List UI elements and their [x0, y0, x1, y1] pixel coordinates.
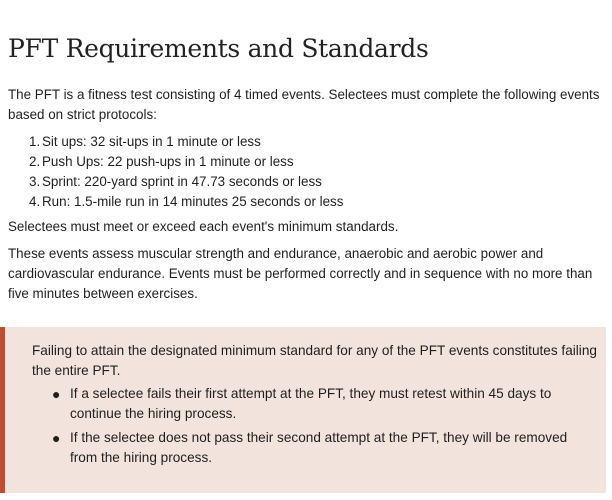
list-number: 4.	[29, 194, 41, 209]
event-run: Run: 1.5-mile run in 14 minutes 25 seconds or less	[42, 194, 344, 209]
list-number: 3.	[29, 174, 41, 189]
intro-paragraph: The PFT is a fitness test consisting of 4 timed events. Selectees must complete the following events based on strict protocols:	[8, 87, 600, 122]
event-sprint: Sprint: 220-yard sprint in 47.73 seconds or less	[42, 174, 322, 189]
callout-bullet-list	[52, 384, 598, 468]
event-push-ups: Push Ups: 22 push-ups in 1 minute or less	[42, 154, 294, 169]
assessment-paragraph: These events assess muscular strength and endurance, anaerobic and aerobic power and cardiovascular endurance. Events must be performed correctly and in sequence with no more than five minutes between exercises.	[8, 246, 593, 301]
list-item	[29, 192, 606, 212]
page-title: PFT Requirements and Standards	[8, 34, 429, 63]
list-item	[29, 172, 606, 192]
callout-text: Failing to attain the designated minimum standard for any of the PFT events constitutes failing the entire PFT.	[32, 343, 597, 378]
list-item	[29, 132, 606, 152]
minimum-standards-paragraph: Selectees must meet or exceed each event's minimum standards.	[8, 219, 399, 234]
warning-callout	[0, 327, 606, 493]
callout-bullet-retest: If a selectee fails their first attempt at the PFT, they must retest within 45 days to continue the hiring process.	[70, 386, 552, 421]
bullet-icon: ●	[52, 386, 61, 402]
list-item	[52, 428, 598, 468]
callout-bullet-removal: If the selectee does not pass their second attempt at the PFT, they will be removed from the hiring process.	[70, 430, 568, 465]
bullet-icon: ●	[52, 430, 61, 446]
list-number: 1.	[29, 134, 41, 149]
list-item	[29, 152, 606, 172]
list-number: 2.	[29, 154, 41, 169]
events-list	[29, 132, 606, 212]
list-item	[52, 384, 598, 424]
event-sit-ups: Sit ups: 32 sit-ups in 1 minute or less	[42, 134, 261, 149]
